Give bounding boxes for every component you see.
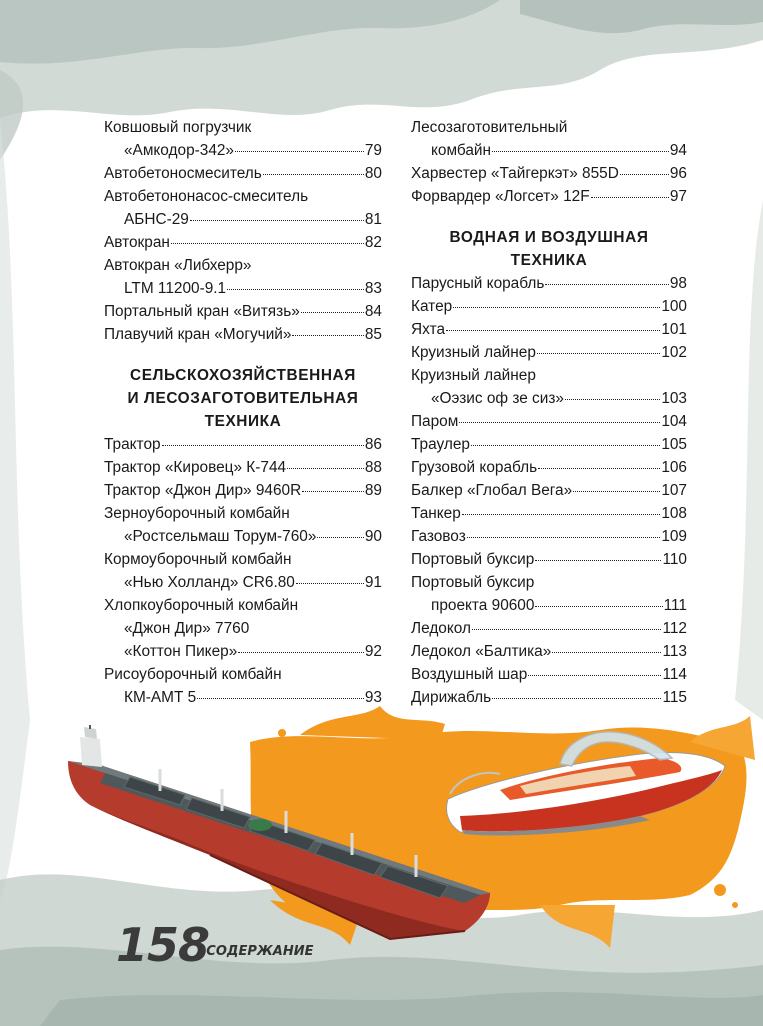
toc-entry[interactable]	[104, 323, 382, 346]
dot-leader	[238, 652, 364, 653]
toc-entry-title: Грузовой корабль	[411, 459, 538, 476]
toc-entry-page: 97	[669, 188, 687, 205]
dot-leader	[190, 220, 364, 221]
toc-entry-page: 86	[364, 436, 382, 453]
toc-entry[interactable]	[411, 548, 687, 571]
toc-entry-page: 98	[669, 275, 687, 292]
toc-entry[interactable]	[104, 433, 382, 456]
toc-entry-title: Круизный лайнер	[411, 367, 536, 384]
toc-entry-title: Дирижабль	[411, 689, 492, 706]
dot-leader	[591, 197, 669, 198]
toc-entry[interactable]	[104, 502, 382, 548]
section-heading: ТЕХНИКА	[510, 252, 588, 269]
toc-entry-page: 89	[364, 482, 382, 499]
toc-entry-page: 92	[364, 643, 382, 660]
section-gap	[411, 208, 687, 226]
toc-entry[interactable]	[104, 663, 382, 709]
toc-entry[interactable]	[411, 502, 687, 525]
section-heading: ТЕХНИКА	[204, 413, 282, 430]
toc-entry-title: комбайн	[431, 142, 491, 159]
toc-entry[interactable]	[411, 272, 687, 295]
toc-entry-page: 115	[662, 689, 687, 706]
toc-entry-page: 113	[662, 643, 687, 660]
toc-entry-title: Харвестер «Тайгеркэт» 855D	[411, 165, 619, 182]
toc-entry-page: 81	[364, 211, 382, 228]
dot-leader	[535, 560, 661, 561]
toc-right-column	[411, 116, 687, 709]
toc-entry-title: Хлопкоуборочный комбайн	[104, 597, 299, 614]
toc-entry[interactable]	[411, 617, 687, 640]
toc-entry-title: Автобетоносмеситель	[104, 165, 262, 182]
dot-leader	[263, 174, 364, 175]
toc-entry[interactable]	[104, 254, 382, 300]
dot-leader	[538, 468, 660, 469]
toc-entry[interactable]	[104, 548, 382, 594]
dot-leader	[471, 445, 660, 446]
toc-entry[interactable]	[411, 364, 687, 410]
toc-entry[interactable]	[411, 571, 687, 617]
dot-leader	[227, 289, 364, 290]
toc-entry-title: «Ростсельмаш Торум-760»	[124, 528, 317, 545]
toc-entry-page: 79	[364, 142, 382, 159]
toc-entry-page: 103	[661, 390, 687, 407]
toc-entry-title: Портальный кран «Витязь»	[104, 303, 300, 320]
section-gap	[104, 346, 382, 364]
toc-entry[interactable]	[104, 594, 382, 663]
toc-entry-page: 107	[661, 482, 687, 499]
toc-entry-title: Катер	[411, 298, 453, 315]
bulk-carrier-illustration	[60, 725, 500, 945]
dot-leader	[467, 537, 661, 538]
toc-entry-page: 105	[661, 436, 687, 453]
toc-entry-title: Паром	[411, 413, 459, 430]
toc-entry-page: 88	[364, 459, 382, 476]
dot-leader	[528, 675, 661, 676]
toc-entry-page: 106	[661, 459, 687, 476]
dot-leader	[446, 330, 660, 331]
toc-entry-page: 80	[364, 165, 382, 182]
dot-leader	[535, 606, 662, 607]
toc-entry[interactable]	[411, 433, 687, 456]
toc-entry[interactable]	[104, 116, 382, 162]
toc-entry[interactable]	[104, 231, 382, 254]
toc-entry-title: АБНС-29	[124, 211, 189, 228]
dot-leader	[565, 399, 660, 400]
toc-entry[interactable]	[411, 116, 687, 162]
toc-entry-page: 100	[661, 298, 687, 315]
toc-entry[interactable]	[411, 525, 687, 548]
toc-entry-title: «Коттон Пикер»	[124, 643, 238, 660]
toc-entry-title: Трактор	[104, 436, 161, 453]
dot-leader	[492, 698, 661, 699]
section-heading: И ЛЕСОЗАГОТОВИТЕЛЬНАЯ	[127, 390, 359, 407]
dot-leader	[302, 491, 364, 492]
toc-entry-title: КМ-АМТ 5	[124, 689, 197, 706]
dot-leader	[235, 151, 364, 152]
toc-entry[interactable]	[411, 410, 687, 433]
toc-entry-title: Ледокол	[411, 620, 471, 637]
toc-entry-title: проекта 90600	[431, 597, 535, 614]
toc-entry-title: Трактор «Джон Дир» 9460R	[104, 482, 302, 499]
toc-entry[interactable]	[411, 456, 687, 479]
toc-entry-title: Лесозаготовительный	[411, 119, 568, 136]
toc-entry[interactable]	[104, 456, 382, 479]
toc-entry-title: «Нью Холланд» CR6.80	[124, 574, 295, 591]
toc-entry[interactable]	[411, 295, 687, 318]
toc-entry-title: Яхта	[411, 321, 446, 338]
section-label: / СОДЕРЖАНИЕ	[197, 944, 314, 959]
toc-entry[interactable]	[411, 479, 687, 502]
toc-entry[interactable]	[104, 479, 382, 502]
toc-entry-title: Танкер	[411, 505, 461, 522]
dot-leader	[552, 652, 661, 653]
dot-leader	[296, 583, 364, 584]
toc-entry-page: 84	[364, 303, 382, 320]
toc-entry-page: 82	[364, 234, 382, 251]
toc-entry-page: 102	[661, 344, 687, 361]
dot-leader	[459, 422, 660, 423]
toc-entry-page: 83	[364, 280, 382, 297]
toc-entry-title: Газовоз	[411, 528, 466, 545]
toc-entry-title: Воздушный шар	[411, 666, 528, 683]
toc-entry[interactable]	[411, 185, 687, 208]
dot-leader	[171, 243, 364, 244]
toc-entry[interactable]	[104, 300, 382, 323]
toc-entry-page: 90	[364, 528, 382, 545]
toc-entry-title: Балкер «Глобал Вега»	[411, 482, 573, 499]
toc-entry-title: Плавучий кран «Могучий»	[104, 326, 292, 343]
dot-leader	[301, 312, 364, 313]
dot-leader	[492, 151, 669, 152]
toc-entry-page: 110	[662, 551, 687, 568]
dot-leader	[317, 537, 363, 538]
toc-entry-title: Зерноуборочный комбайн	[104, 505, 290, 522]
toc-entry-title: Рисоуборочный комбайн	[104, 666, 282, 683]
dot-leader	[292, 335, 363, 336]
toc-entry-title: Портовый буксир	[411, 551, 535, 568]
toc-entry-title: Трактор «Кировец» К-744	[104, 459, 287, 476]
toc-entry-page: 96	[669, 165, 687, 182]
toc-entry-page: 91	[364, 574, 382, 591]
toc-entry-title: Парусный корабль	[411, 275, 545, 292]
toc-entry[interactable]	[411, 663, 687, 686]
toc-entry-page: 85	[364, 326, 382, 343]
toc-entry-title: Портовый буксир	[411, 574, 535, 591]
dot-leader	[472, 629, 661, 630]
toc-entry[interactable]	[411, 318, 687, 341]
toc-entry-title: Траулер	[411, 436, 470, 453]
toc-entry-page: 109	[661, 528, 687, 545]
toc-entry-page: 108	[661, 505, 687, 522]
toc-entry[interactable]	[411, 640, 687, 663]
toc-entry-title: Форвардер «Логсет» 12F	[411, 188, 590, 205]
toc-entry-title: LTM 11200-9.1	[124, 280, 227, 297]
toc-entry-title: Круизный лайнер	[411, 344, 536, 361]
toc-entry-page: 114	[662, 666, 687, 683]
page-number: 158	[116, 918, 210, 972]
dot-leader	[453, 307, 660, 308]
toc-entry-page: 112	[662, 620, 687, 637]
dot-leader	[537, 353, 660, 354]
toc-entry[interactable]	[104, 185, 382, 231]
section-heading: ВОДНАЯ И ВОЗДУШНАЯ	[449, 229, 649, 246]
speedboat-illustration	[440, 724, 730, 839]
dot-leader	[162, 445, 364, 446]
toc-entry[interactable]	[411, 162, 687, 185]
toc-entry-page: 111	[663, 597, 687, 614]
toc-entry-title: Кормоуборочный комбайн	[104, 551, 292, 568]
dot-leader	[620, 174, 669, 175]
toc-entry-page: 94	[669, 142, 687, 159]
section-heading: СЕЛЬСКОХОЗЯЙСТВЕННАЯ	[130, 367, 356, 384]
dot-leader	[197, 698, 364, 699]
toc-entry-title: «Амкодор-342»	[124, 142, 234, 159]
toc-entry-title: Автобетононасос-смеситель	[104, 188, 309, 205]
toc-entry-title: Ледокол «Балтика»	[411, 643, 552, 660]
dot-leader	[573, 491, 660, 492]
toc-entry-title: Ковшовый погрузчик	[104, 119, 252, 136]
dot-leader	[462, 514, 661, 515]
toc-entry-page: 104	[661, 413, 687, 430]
toc-entry[interactable]	[104, 162, 382, 185]
toc-entry-title: «Джон Дир» 7760	[124, 620, 250, 637]
toc-entry-page: 93	[364, 689, 382, 706]
dot-leader	[287, 468, 364, 469]
toc-entry-page: 101	[661, 321, 687, 338]
toc-entry-title: Автокран «Либхерр»	[104, 257, 252, 274]
toc-entry[interactable]	[411, 686, 687, 709]
toc-entry-title: Автокран	[104, 234, 170, 251]
toc-entry[interactable]	[411, 341, 687, 364]
toc-entry-title: «Оэзис оф зе сиз»	[431, 390, 564, 407]
toc-left-column	[104, 116, 382, 709]
dot-leader	[545, 284, 669, 285]
